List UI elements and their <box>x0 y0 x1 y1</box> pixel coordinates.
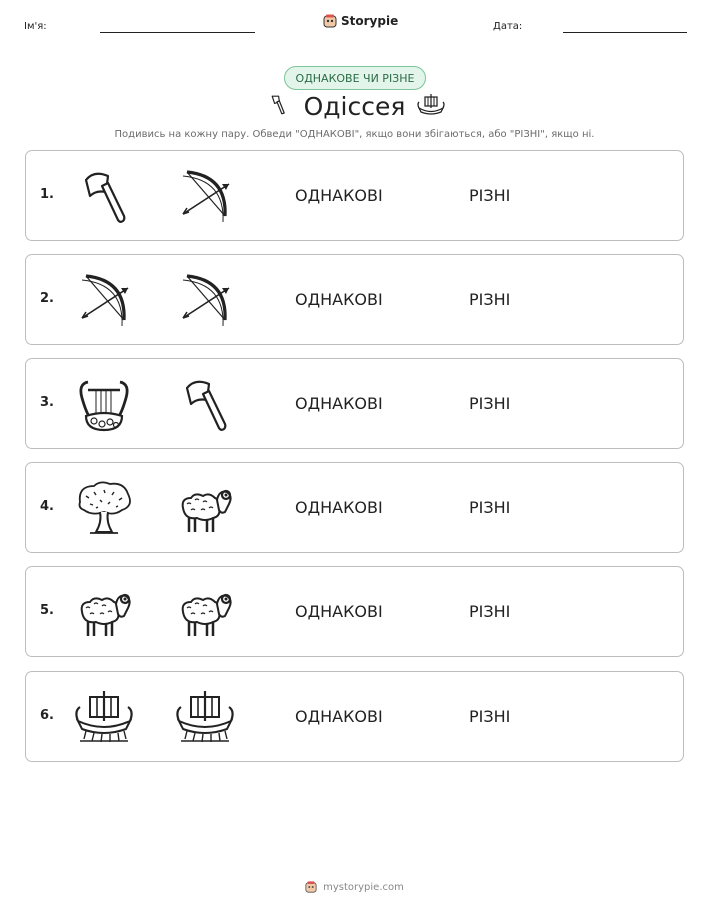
ram-icon <box>175 582 235 642</box>
question-number: 2. <box>40 291 54 306</box>
axe-icon <box>74 166 134 226</box>
activity-badge: ОДНАКОВЕ ЧИ РІЗНЕ <box>284 66 426 90</box>
date-field-line[interactable] <box>563 32 687 33</box>
ram-icon <box>175 478 235 538</box>
option-same[interactable]: ОДНАКОВІ <box>295 186 383 205</box>
question-row <box>25 254 684 345</box>
question-row <box>25 358 684 449</box>
question-number: 3. <box>40 395 54 410</box>
option-different[interactable]: РІЗНІ <box>469 186 511 205</box>
date-label: Дата: <box>493 21 523 32</box>
option-same[interactable]: ОДНАКОВІ <box>295 394 383 413</box>
option-same[interactable]: ОДНАКОВІ <box>295 602 383 621</box>
option-different[interactable]: РІЗНІ <box>469 707 511 726</box>
question-number: 4. <box>40 499 54 514</box>
ship-icon <box>74 687 134 747</box>
ship-icon <box>175 687 235 747</box>
lyre-icon <box>74 374 134 434</box>
question-row <box>25 671 684 762</box>
bow-icon <box>74 270 134 330</box>
option-same[interactable]: ОДНАКОВІ <box>295 707 383 726</box>
bow-icon <box>175 166 235 226</box>
option-different[interactable]: РІЗНІ <box>469 394 511 413</box>
question-number: 1. <box>40 187 54 202</box>
question-row <box>25 462 684 553</box>
storypie-logo-icon <box>323 14 337 28</box>
footer <box>0 881 709 893</box>
option-same[interactable]: ОДНАКОВІ <box>295 290 383 309</box>
name-label: Ім'я: <box>24 21 47 32</box>
name-field-line[interactable] <box>100 32 255 33</box>
question-number: 6. <box>40 708 54 723</box>
option-different[interactable]: РІЗНІ <box>469 290 511 309</box>
option-different[interactable]: РІЗНІ <box>469 602 511 621</box>
storypie-logo-icon <box>305 881 317 893</box>
option-same[interactable]: ОДНАКОВІ <box>295 498 383 517</box>
option-different[interactable]: РІЗНІ <box>469 498 511 517</box>
ram-icon <box>74 582 134 642</box>
page-title: Одіссея <box>303 92 406 121</box>
bow-icon <box>175 270 235 330</box>
question-row <box>25 566 684 657</box>
question-number: 5. <box>40 603 54 618</box>
question-row <box>25 150 684 241</box>
footer-url[interactable]: mystorypie.com <box>323 881 404 893</box>
brand-name: Storypie <box>341 14 399 28</box>
instructions: Подивись на кожну пару. Обведи "ОДНАКОВІ", якщо вони збігаються, або "РІЗНІ", якщо ні. <box>114 129 595 140</box>
axe-icon <box>175 374 235 434</box>
olive-tree-icon <box>74 478 134 538</box>
brand-logo <box>323 14 398 28</box>
ship-icon <box>416 93 446 119</box>
